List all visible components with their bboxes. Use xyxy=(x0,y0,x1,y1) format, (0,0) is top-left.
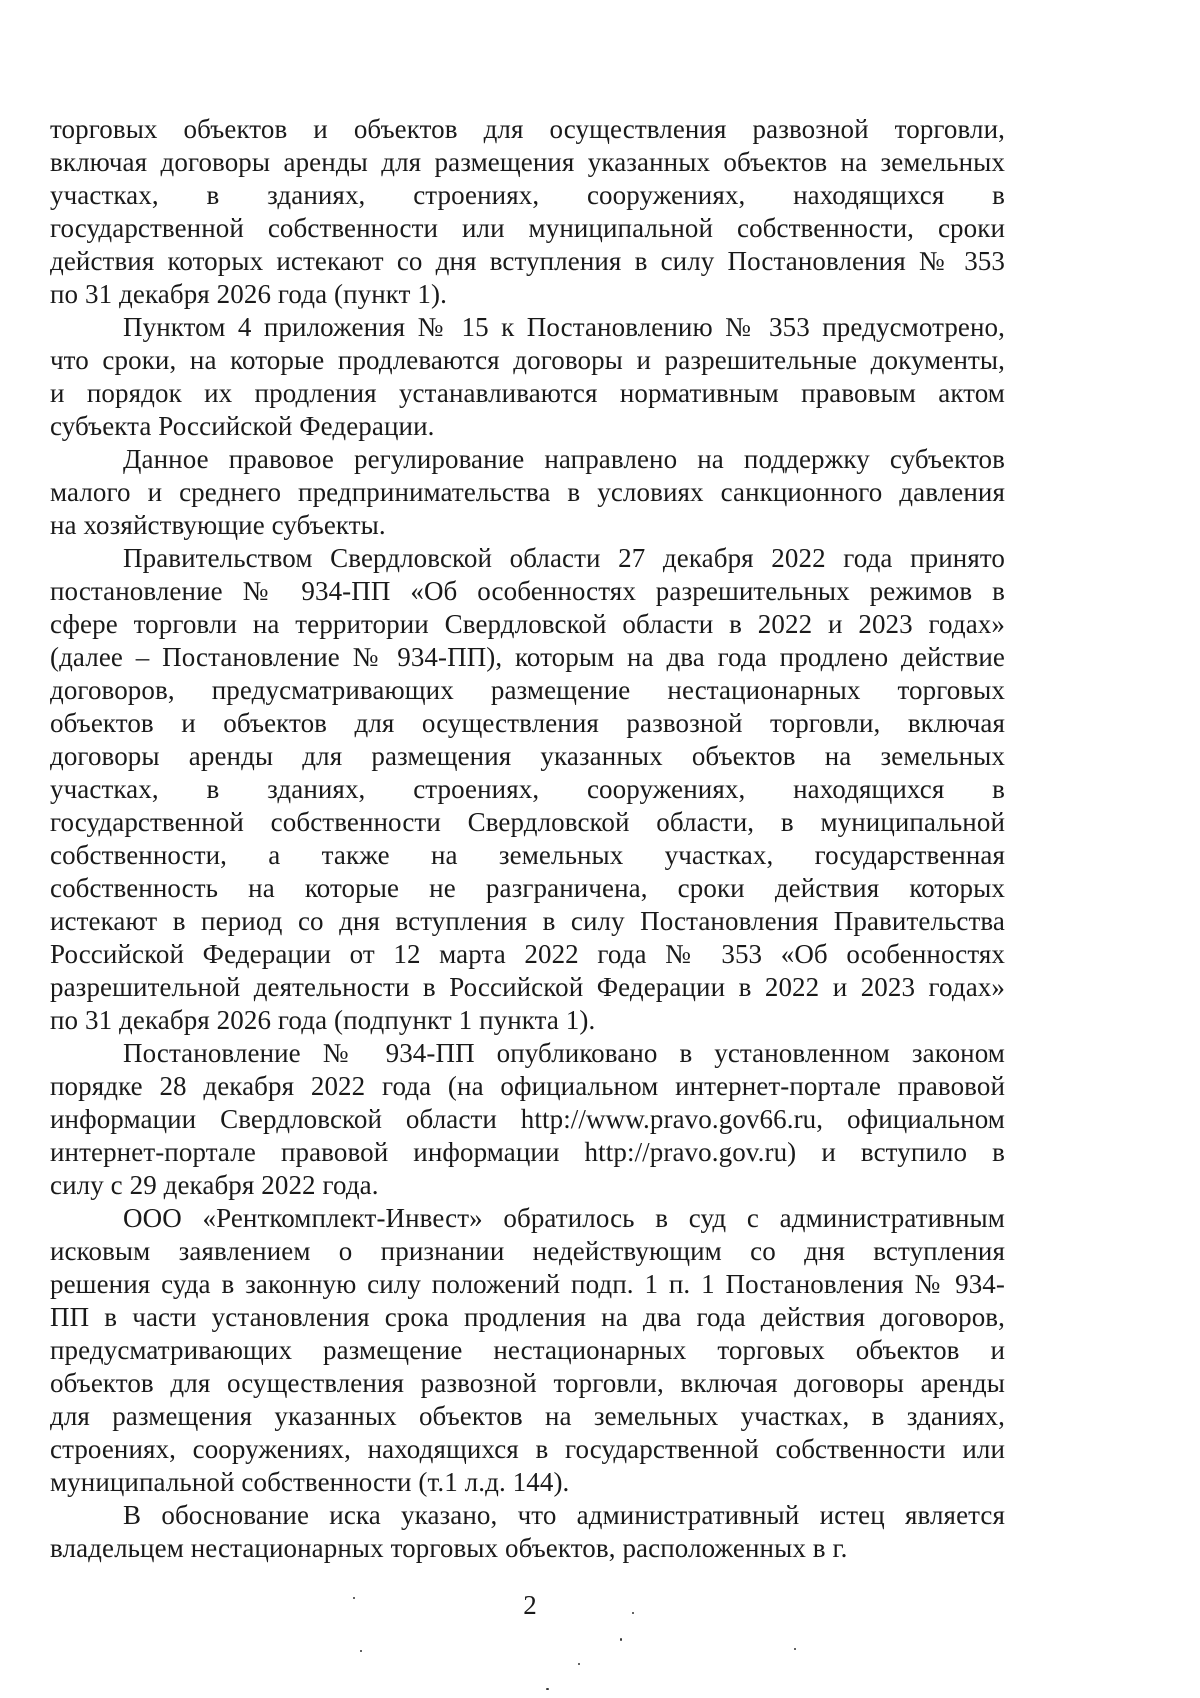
text-line: по 31 декабря 2026 года (пункт 1). xyxy=(50,279,447,309)
text-line: ПП в части установления срока продления на два года действия договоров, xyxy=(50,1302,1005,1332)
text-line: силу с 29 декабря 2022 года. xyxy=(50,1170,379,1200)
text-line: на хозяйствующие субъекты. xyxy=(50,510,386,540)
text-line: владельцем нестационарных торговых объектов, расположенных в г. xyxy=(50,1533,848,1563)
text-line: Российской Федерации от 12 марта 2022 года № 353 «Об особенностях xyxy=(50,939,1005,969)
paragraph xyxy=(50,1499,1005,1565)
text-line: Постановление № 934-ПП опубликовано в установленном законом xyxy=(123,1038,1005,1068)
text-line: действия которых истекают со дня вступления в силу Постановления № 353 xyxy=(50,246,1005,276)
text-line: (далее – Постановление № 934-ПП), которым на два года продлено действие xyxy=(50,642,1005,672)
text-line: сфере торговли на территории Свердловской области в 2022 и 2023 годах» xyxy=(50,609,1005,639)
text-line: интернет-портале правовой информации http://pravo.gov.ru) и вступило в xyxy=(50,1137,1005,1167)
text-line: участках, в зданиях, строениях, сооружениях, находящихся в xyxy=(50,180,1005,210)
text-line: по 31 декабря 2026 года (подпункт 1 пункта 1). xyxy=(50,1005,596,1035)
text-line: и порядок их продления устанавливаются нормативным правовым актом xyxy=(50,378,1005,408)
text-line: решения суда в законную силу положений подп. 1 п. 1 Постановления № 934- xyxy=(50,1269,1005,1299)
text-line: объектов и объектов для осуществления развозной торговли, включая xyxy=(50,708,1005,738)
page-number: 2 xyxy=(523,1590,537,1620)
text-line: для размещения указанных объектов на земельных участках, в зданиях, xyxy=(50,1401,1005,1431)
scan-speck xyxy=(360,1650,362,1652)
text-line: торговых объектов и объектов для осуществления развозной торговли, xyxy=(50,114,1005,144)
paragraph xyxy=(50,1202,1005,1499)
text-line: разрешительной деятельности в Российской Федерации в 2022 и 2023 годах» xyxy=(50,972,1005,1002)
text-line: предусматривающих размещение нестационарных торговых объектов и xyxy=(50,1335,1005,1365)
text-line: собственности, а также на земельных участках, государственная xyxy=(50,840,1005,870)
text-line: что сроки, на которые продлеваются договоры и разрешительные документы, xyxy=(50,345,1005,375)
paragraph xyxy=(50,542,1005,1037)
text-line: информации Свердловской области http://www.pravo.gov66.ru, официальном xyxy=(50,1104,1005,1134)
scan-speck xyxy=(353,1597,355,1599)
text-line: постановление № 934-ПП «Об особенностях разрешительных режимов в xyxy=(50,576,1005,606)
paragraph xyxy=(50,113,1005,311)
text-line: договоров, предусматривающих размещение нестационарных торговых xyxy=(50,675,1005,705)
text-line: истекают в период со дня вступления в силу Постановления Правительства xyxy=(50,906,1005,936)
text-line: Пунктом 4 приложения № 15 к Постановлению № 353 предусмотрено, xyxy=(123,312,1005,342)
scan-speck xyxy=(620,1638,622,1641)
text-line: собственность на которые не разграничена, сроки действия которых xyxy=(50,873,1005,903)
text-line: субъекта Российской Федерации. xyxy=(50,411,435,441)
text-line: порядке 28 декабря 2022 года (на официальном интернет-портале правовой xyxy=(50,1071,1005,1101)
paragraph xyxy=(50,311,1005,443)
text-line: В обоснование иска указано, что административный истец является xyxy=(123,1500,1005,1530)
text-line: государственной собственности Свердловской области, в муниципальной xyxy=(50,807,1005,837)
text-line: ООО «Ренткомплект-Инвест» обратилось в суд с административным xyxy=(123,1203,1005,1233)
paragraph xyxy=(50,1037,1005,1202)
paragraph xyxy=(50,443,1005,542)
scan-speck xyxy=(546,1688,549,1690)
text-line: договоры аренды для размещения указанных объектов на земельных xyxy=(50,741,1005,771)
text-line: участках, в зданиях, строениях, сооружениях, находящихся в xyxy=(50,774,1005,804)
text-line: объектов для осуществления развозной торговли, включая договоры аренды xyxy=(50,1368,1005,1398)
scan-speck xyxy=(632,1612,634,1614)
document-body xyxy=(50,113,1005,1565)
text-line: исковым заявлением о признании недействующим со дня вступления xyxy=(50,1236,1005,1266)
text-line: малого и среднего предпринимательства в условиях санкционного давления xyxy=(50,477,1005,507)
text-line: Правительством Свердловской области 27 декабря 2022 года принято xyxy=(123,543,1005,573)
text-line: муниципальной собственности (т.1 л.д. 144). xyxy=(50,1467,570,1497)
scan-speck xyxy=(794,1648,796,1650)
text-line: государственной собственности или муниципальной собственности, сроки xyxy=(50,213,1005,243)
text-line: Данное правовое регулирование направлено на поддержку субъектов xyxy=(123,444,1005,474)
scan-speck xyxy=(578,1663,580,1665)
text-line: включая договоры аренды для размещения указанных объектов на земельных xyxy=(50,147,1005,177)
text-line: строениях, сооружениях, находящихся в государственной собственности или xyxy=(50,1434,1005,1464)
